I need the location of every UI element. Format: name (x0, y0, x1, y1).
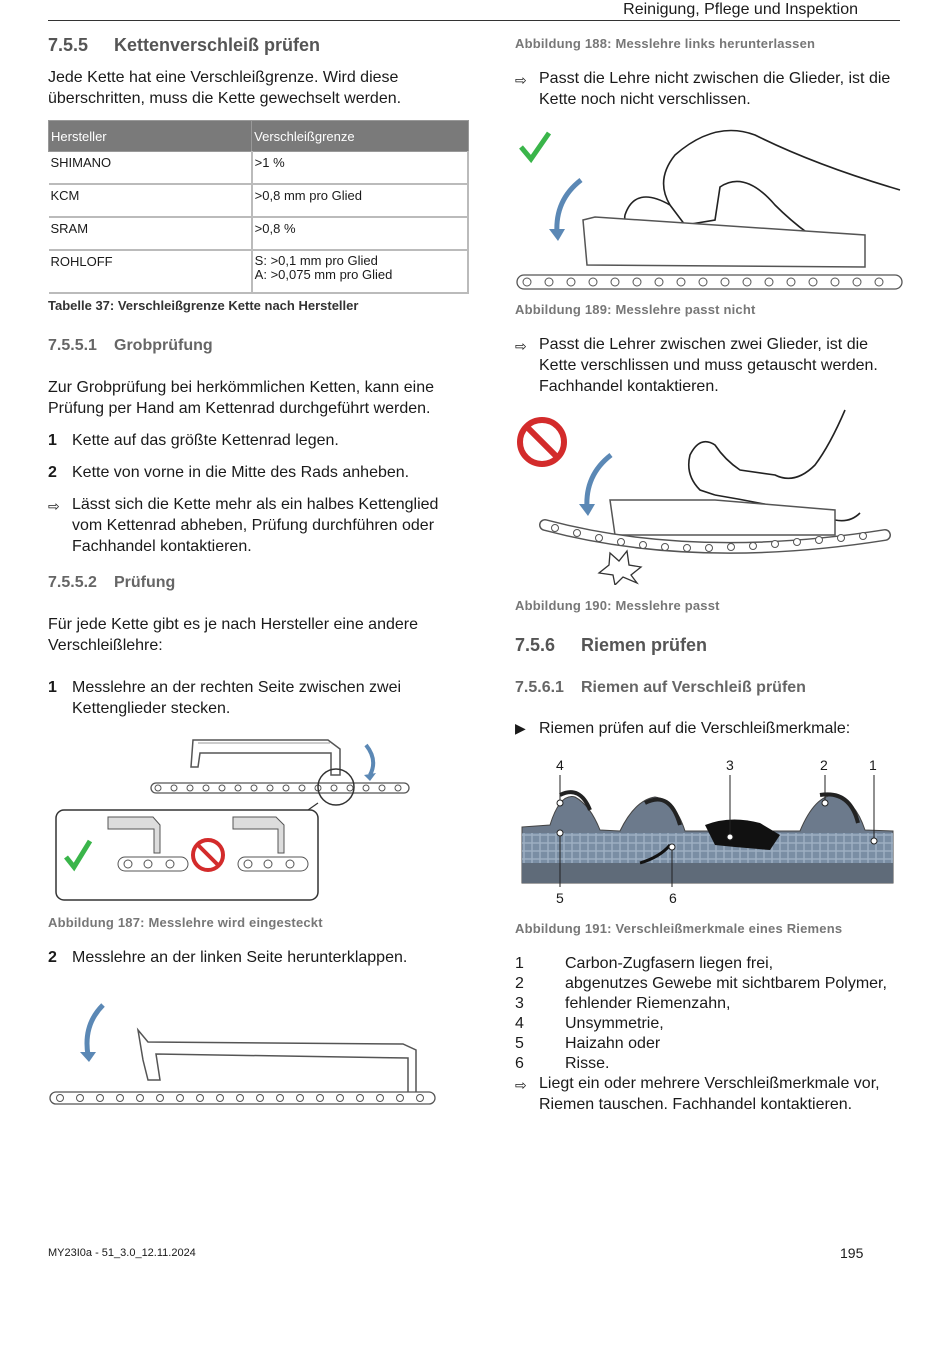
table-cell: SRAM (49, 217, 252, 250)
heading-text: Riemen prüfen (581, 635, 708, 655)
heading-number: 7.5.5.2 (48, 574, 97, 591)
intro-line-2: überschritten, muss die Kette gewechselt werden. (48, 90, 402, 107)
heading-text: Prüfung (114, 574, 176, 591)
table-cell: SHIMANO (49, 152, 252, 185)
header-rule (48, 20, 900, 21)
page-number: 195 (840, 1245, 864, 1261)
paragraph-line: Für jede Kette gibt es je nach Hersteller eine andere (48, 616, 418, 633)
footer-doc-id: MY23I0a - 51_3.0_12.11.2024 (48, 1247, 196, 1259)
table-cell: >0,8 % (252, 217, 468, 250)
legend-number: 1 (515, 955, 524, 972)
callout-3: 3 (726, 757, 734, 773)
callout-2: 2 (820, 757, 828, 773)
figure-190-caption: Abbildung 190: Messlehre passt (515, 598, 720, 613)
result-line: Fachhandel kontaktieren. (72, 538, 252, 555)
heading-7-5-5-1 (48, 337, 213, 355)
paragraph-line: Zur Grobprüfung bei herkömmlichen Ketten, kann eine (48, 379, 434, 396)
legend-number: 5 (515, 1035, 524, 1052)
action-triangle-icon: ▶ (515, 720, 526, 736)
result-line: Riemen tauschen. Fachhandel kontaktieren. (539, 1096, 853, 1113)
legend-text: fehlender Riemenzahn, (565, 995, 731, 1012)
table-header-row (49, 121, 469, 152)
callout-4: 4 (556, 757, 564, 773)
callout-1: 1 (869, 757, 877, 773)
table-row (49, 217, 469, 250)
table-cell: ROHLOFF (49, 250, 252, 293)
arrow-icon (366, 745, 373, 775)
step-text: Kette von vorne in die Mitte des Rads anheben. (72, 464, 410, 481)
heading-number: 7.5.6.1 (515, 679, 564, 696)
list-item (515, 1054, 935, 1074)
heading-number: 7.5.6 (515, 635, 556, 655)
result-line: Liegt ein oder mehrere Verschleißmerkmale vor, (539, 1075, 880, 1092)
step-text: Kette auf das größte Kettenrad legen. (72, 432, 339, 449)
wear-legend-list (515, 954, 935, 1074)
grobpruefung-paragraph (48, 377, 434, 419)
result-line: Lässt sich die Kette mehr als ein halbes Kettenglied (72, 496, 439, 513)
result-text (539, 68, 890, 110)
step-text (72, 677, 401, 719)
figure-191-belt-wear (520, 775, 895, 887)
table-cell-line: A: >0,075 mm pro Glied (254, 267, 393, 282)
gauge-illustration (610, 500, 835, 535)
step-2-grob (48, 462, 468, 484)
table-cell: >0,8 mm pro Glied (252, 184, 468, 217)
list-item (515, 1014, 935, 1034)
result-arrow-icon: ⇨ (515, 1077, 527, 1093)
table-row (49, 250, 469, 293)
result-arrow-icon: ⇨ (515, 72, 527, 88)
result-grob (48, 494, 478, 558)
chain-illustration (517, 275, 902, 289)
step-2-pruefung (48, 947, 468, 969)
legend-text: Unsymmetrie, (565, 1015, 664, 1032)
heading-7-5-5 (48, 35, 320, 56)
heading-number: 7.5.5.1 (48, 337, 97, 354)
belt-instruction (515, 718, 935, 740)
figure-191-caption: Abbildung 191: Verschleißmerkmale eines Riemens (515, 921, 843, 936)
result-belt (515, 1073, 935, 1117)
arrow-icon (87, 1005, 103, 1055)
callout-5: 5 (556, 890, 564, 906)
result-line: Fachhandel kontaktieren. (539, 378, 719, 395)
figure-189-caption: Abbildung 189: Messlehre passt nicht (515, 302, 756, 317)
figure-187-gauge-insert (48, 735, 428, 905)
figure-187-caption: Abbildung 187: Messlehre wird eingesteckt (48, 915, 323, 930)
list-item (515, 1034, 935, 1054)
impact-burst-icon (599, 551, 641, 585)
step-1-pruefung (48, 677, 468, 721)
arrow-icon (587, 455, 611, 508)
table-header-wear-limit: Verschleißgrenze (252, 121, 468, 152)
paragraph-line: Prüfung per Hand am Kettenrad durchgeführt werden. (48, 400, 431, 417)
table-caption: Tabelle 37: Verschleißgrenze Kette nach Hersteller (48, 298, 359, 313)
result-worn (515, 334, 935, 400)
legend-text: Risse. (565, 1055, 610, 1072)
arrow-icon (557, 180, 581, 233)
result-line: Kette verschlissen und muss getauscht werden. (539, 357, 878, 374)
heading-7-5-6 (515, 635, 707, 656)
running-header-title: Reinigung, Pflege und Inspektion (623, 1, 858, 18)
figure-188-caption: Abbildung 188: Messlehre links herunterlassen (515, 36, 816, 51)
heading-text: Grobprüfung (114, 337, 213, 354)
step-1-grob (48, 430, 468, 452)
chain-illustration (50, 1092, 435, 1104)
legend-number: 2 (515, 975, 524, 992)
legend-number: 6 (515, 1055, 524, 1072)
list-item (515, 974, 935, 994)
result-line: Passt die Lehre nicht zwischen die Glieder, ist die (539, 70, 891, 87)
step-text: Messlehre an der linken Seite herunterklappen. (72, 949, 408, 966)
table-cell (252, 250, 468, 293)
figure-190-gauge-fits (515, 405, 895, 585)
result-line: vom Kettenrad abheben, Prüfung durchführen oder (72, 517, 435, 534)
wear-limit-table-wrap (48, 120, 469, 294)
result-text (539, 1073, 880, 1115)
result-not-worn (515, 68, 935, 112)
step-number: 1 (48, 679, 57, 696)
list-item (515, 994, 935, 1014)
result-line: Kette noch nicht verschlissen. (539, 91, 751, 108)
result-line: Passt die Lehrer zwischen zwei Glieder, ist die (539, 336, 869, 353)
figure-189-gauge-does-not-fit (515, 125, 905, 295)
table-row (49, 152, 469, 185)
step-number: 1 (48, 432, 57, 449)
table-cell-line: S: >0,1 mm pro Glied (254, 253, 378, 268)
table-row (49, 184, 469, 217)
list-item (515, 954, 935, 974)
legend-number: 4 (515, 1015, 524, 1032)
result-text (539, 334, 878, 397)
legend-text: abgenutzes Gewebe mit sichtbarem Polymer, (565, 975, 887, 992)
legend-text: Haizahn oder (565, 1035, 661, 1052)
paragraph-line: Verschleißlehre: (48, 637, 163, 654)
instruction-text: Riemen prüfen auf die Verschleißmerkmale: (539, 720, 851, 737)
table-cell: KCM (49, 184, 252, 217)
legend-text: Carbon-Zugfasern liegen frei, (565, 955, 774, 972)
heading-7-5-6-1 (515, 679, 806, 697)
step-line: Messlehre an der rechten Seite zwischen zwei (72, 679, 402, 696)
callout-6: 6 (669, 890, 677, 906)
prohibited-icon (520, 420, 564, 464)
step-line: Kettenglieder stecken. (72, 700, 231, 717)
result-text (72, 494, 438, 557)
heading-text: Kettenverschleiß prüfen (114, 35, 321, 55)
legend-number: 3 (515, 995, 524, 1012)
intro-line-1: Jede Kette hat eine Verschleißgrenze. Wird diese (48, 69, 399, 86)
chain-illustration (151, 783, 409, 793)
heading-number: 7.5.5 (48, 35, 89, 55)
wear-limit-table (48, 120, 469, 294)
intro-paragraph (48, 67, 401, 109)
result-arrow-icon: ⇨ (515, 338, 527, 354)
check-icon (521, 133, 549, 159)
table-header-manufacturer: Hersteller (49, 121, 252, 152)
table-cell: >1 % (252, 152, 468, 185)
figure-188-gauge-fold-down (48, 990, 438, 1120)
result-arrow-icon: ⇨ (48, 498, 60, 514)
pruefung-paragraph (48, 614, 418, 656)
heading-7-5-5-2 (48, 574, 175, 592)
heading-text: Riemen auf Verschleiß prüfen (581, 679, 806, 696)
step-number: 2 (48, 949, 57, 966)
step-number: 2 (48, 464, 57, 481)
